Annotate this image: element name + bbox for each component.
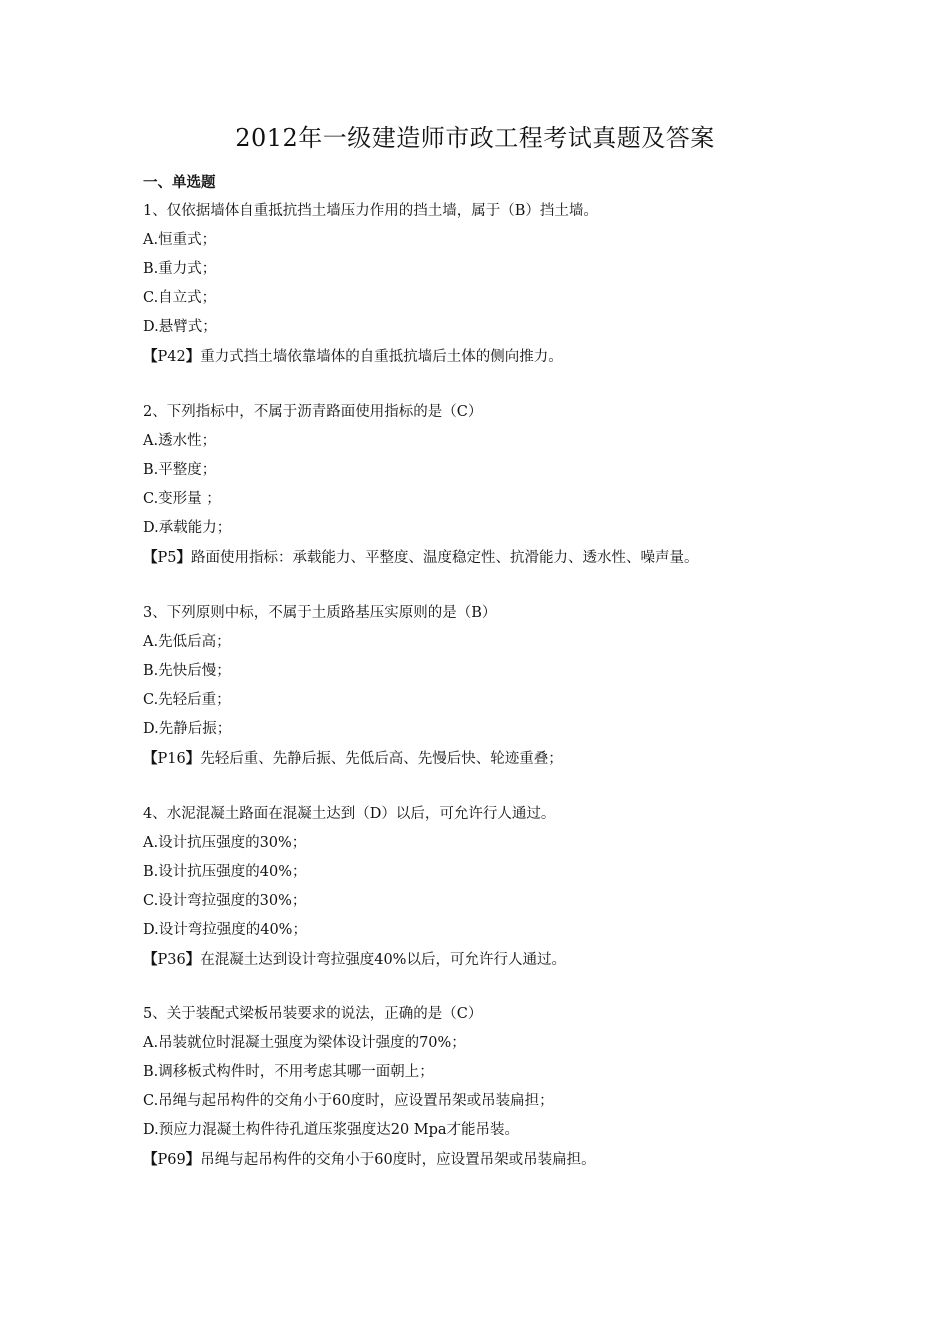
option-a: A.先低后高； — [143, 634, 231, 650]
section-heading: 一、单选题 — [143, 174, 216, 191]
option-d: D.设计弯拉强度的40%； — [143, 922, 307, 938]
explanation-text: 先轻后重、先静后振、先低后高、先慢后快、轮迹重叠； — [200, 751, 563, 767]
option-d: D.预应力混凝土构件待孔道压浆强度达20 Mpa才能吊装。 — [143, 1122, 520, 1138]
question-stem: 2、下列指标中，不属于沥青路面使用指标的是（C） — [143, 404, 483, 420]
option-a: A.设计抗压强度的30%； — [143, 835, 307, 851]
page-reference: P16 — [157, 751, 186, 767]
explanation-text: 路面使用指标：承载能力、平整度、温度稳定性、抗滑能力、透水性、噪声量。 — [190, 550, 699, 566]
page-reference: P42 — [157, 349, 186, 365]
question-3 — [143, 599, 843, 773]
option-d: D.悬臂式； — [143, 319, 217, 335]
option-b: B.设计抗压强度的40%； — [143, 864, 307, 880]
answer-explanation: 【P69】吊绳与起吊构件的交角小于60度时，应设置吊架或吊装扁担。 — [143, 1151, 596, 1168]
option-c: C.设计弯拉强度的30%； — [143, 893, 307, 909]
question-stem: 1、仅依据墙体自重抵抗挡土墙压力作用的挡土墙，属于（B）挡土墙。 — [143, 203, 598, 219]
option-a: A.吊装就位时混凝土强度为梁体设计强度的70%； — [143, 1035, 466, 1051]
page-reference: P5 — [157, 550, 177, 566]
answer-explanation: 【P16】先轻后重、先静后振、先低后高、先慢后快、轮迹重叠； — [143, 750, 563, 767]
page-reference: P69 — [157, 1152, 186, 1168]
answer-explanation: 【P42】重力式挡土墙依靠墙体的自重抵抗墙后土体的侧向推力。 — [143, 348, 563, 365]
option-d: D.先静后振； — [143, 721, 232, 737]
question-5 — [143, 1000, 843, 1174]
question-4 — [143, 800, 843, 974]
option-b: B.先快后慢； — [143, 663, 231, 679]
option-b: B.重力式； — [143, 261, 217, 277]
explanation-text: 在混凝土达到设计弯拉强度40%以后，可允许行人通过。 — [200, 952, 566, 968]
option-c: C.自立式； — [143, 290, 217, 306]
option-b: B.平整度； — [143, 462, 217, 478]
document-title: 2012年一级建造师市政工程考试真题及答案 — [235, 124, 715, 152]
option-a: A.透水性； — [143, 433, 217, 449]
page-reference: P36 — [157, 952, 186, 968]
question-2 — [143, 398, 843, 572]
option-d: D.承载能力； — [143, 520, 232, 536]
answer-explanation: 【P5】路面使用指标：承载能力、平整度、温度稳定性、抗滑能力、透水性、噪声量。 — [143, 549, 699, 566]
explanation-text: 吊绳与起吊构件的交角小于60度时，应设置吊架或吊装扁担。 — [200, 1152, 596, 1168]
option-a: A.恒重式； — [143, 232, 217, 248]
option-c: C.先轻后重； — [143, 692, 231, 708]
question-1 — [143, 197, 843, 371]
question-stem: 4、水泥混凝土路面在混凝土达到（D）以后，可允许行人通过。 — [143, 806, 556, 822]
option-c: C.吊绳与起吊构件的交角小于60度时，应设置吊架或吊装扁担； — [143, 1093, 554, 1109]
answer-explanation: 【P36】在混凝土达到设计弯拉强度40%以后，可允许行人通过。 — [143, 951, 566, 968]
explanation-text: 重力式挡土墙依靠墙体的自重抵抗墙后土体的侧向推力。 — [200, 349, 563, 365]
question-stem: 5、关于装配式梁板吊装要求的说法，正确的是（C） — [143, 1006, 483, 1022]
option-b: B.调移板式构件时，不用考虑其哪一面朝上； — [143, 1064, 434, 1080]
option-c: C.变形量 ； — [143, 491, 221, 507]
question-stem: 3、下列原则中标，不属于土质路基压实原则的是（B） — [143, 605, 497, 621]
